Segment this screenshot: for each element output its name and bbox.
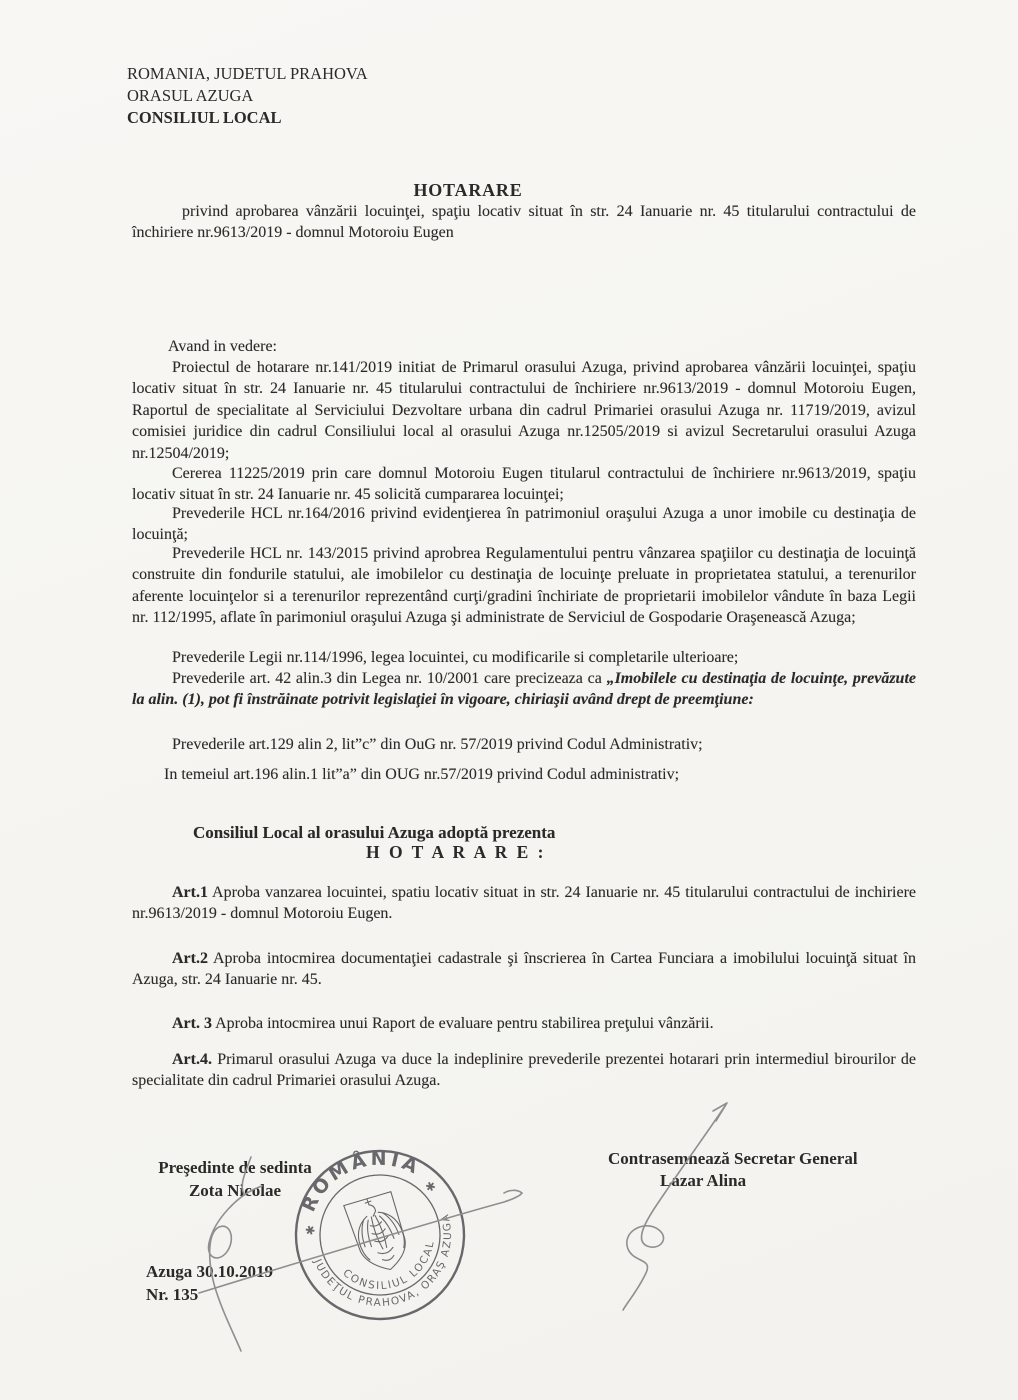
recital-request: Cererea 11225/2019 prin care domnul Motoroiu Eugen titularul contractului de închiriere nr.9613/2019, spaţiu locativ situat în str. 24 Ianuarie nr. 45 solicită cumpararea locuinţei; bbox=[132, 465, 916, 504]
article-1 bbox=[132, 882, 916, 925]
article-4 bbox=[132, 1049, 916, 1092]
letterhead bbox=[127, 63, 368, 128]
secretary-title: Contrasemnează Secretar General bbox=[608, 1149, 858, 1168]
recital-oug-57: Prevederile art.129 alin 2, lit”c” din OuG nr. 57/2019 privind Codul Administrativ; bbox=[172, 736, 703, 753]
recital-hcl-143: Prevederile HCL nr. 143/2015 privind aprobrea Regulamentului pentru vânzarea spaţiilor cu destinaţia de locuinţă construite din fondurile statului, ale imobilelor cu destinaţia de locuinţe preluate in proprietatea statului, a terenurilor aferente locuinţelor si a terenurilor reprezentând curţi/gradini închiriate de proprietarii imobilelor vândute în baza Legii nr. 112/1995, aflate în parimoniul oraşului Azuga şi administrate de Serviciul de Gospodarie Oraşenească Azuga; bbox=[132, 545, 916, 627]
article-3-text: Aproba intocmirea unui Raport de evaluare pentru stabilirea preţului vânzării. bbox=[211, 1015, 714, 1032]
stamp-council-text: CONSILIUL LOCAL bbox=[340, 1239, 437, 1293]
stamp-star-right: ✱ bbox=[423, 1178, 438, 1196]
article-2-label: Art.2 bbox=[172, 950, 208, 967]
secretary-name: Lazar Alina bbox=[660, 1171, 747, 1190]
article-2-text: Aproba intocmirea documentaţiei cadastrale şi înscrierea în Cartea Funciara a imobilului locuinţă situat în Azuga, str. 24 Ianuarie nr. 45. bbox=[132, 950, 916, 989]
president-title: Preşedinte de sedinta bbox=[158, 1158, 312, 1177]
letterhead-council: CONSILIUL LOCAL bbox=[127, 107, 282, 127]
place-date: Azuga 30.10.2019 bbox=[146, 1262, 274, 1281]
article-2 bbox=[132, 948, 916, 991]
article-1-label: Art.1 bbox=[172, 884, 208, 901]
adoption-clause: Consiliul Local al orasului Azuga adoptă prezenta bbox=[193, 823, 556, 842]
stamp-star-left: ✱ bbox=[303, 1222, 318, 1239]
recital-law-10 bbox=[132, 668, 916, 711]
document-title: HOTARARE bbox=[413, 180, 523, 200]
secretary-signature bbox=[623, 1103, 727, 1310]
article-3 bbox=[132, 1013, 916, 1034]
stamp-county-text: JUDEŢUL PRAHOVA, ORAŞ AZUGA bbox=[311, 1211, 455, 1310]
date-number-block bbox=[146, 1261, 273, 1306]
stamp-country-text: ROMÂNIA bbox=[297, 1147, 425, 1216]
svg-text:JUDEŢUL PRAHOVA, ORAŞ AZUGA bbox=[311, 1210, 470, 1325]
letterhead-county: ROMANIA, JUDETUL PRAHOVA bbox=[127, 64, 368, 83]
stamp-text-ring bbox=[290, 1145, 470, 1325]
document-subtitle: privind aprobarea vânzării locuinţei, spaţiu locativ situat în str. 24 Ianuarie nr. 45 titularului contractului de închiriere nr.9613/2019 - domnul Motoroiu Eugen bbox=[132, 203, 916, 242]
article-1-text: Aproba vanzarea locuintei, spatiu locativ situat in str. 24 Ianuarie nr. 45 titularului contractului de inchiriere nr.9613/2019 - domnul Motoroiu Eugen. bbox=[132, 884, 916, 923]
decision-number: Nr. 135 bbox=[146, 1284, 199, 1304]
article-4-text: Primarul orasului Azuga va duce la indeplinire prevederile prezentei hotarari prin intermediul birourilor de specialitate din cadrul Primariei orasului Azuga. bbox=[132, 1051, 916, 1090]
coat-of-arms-icon bbox=[344, 1189, 416, 1277]
president-name: Zota Nicolae bbox=[188, 1181, 282, 1200]
legal-basis: In temeiul art.196 alin.1 lit”a” din OUG nr.57/2019 privind Codul administrativ; bbox=[164, 766, 680, 783]
secretary-signature-block bbox=[608, 1148, 858, 1192]
letterhead-town: ORASUL AZUGA bbox=[127, 85, 254, 105]
recital-hcl-164: Prevederile HCL nr.164/2016 privind evidenţierea în patrimoniul oraşului Azuga a unor imobile cu destinaţia de locuinţă; bbox=[132, 505, 916, 544]
article-4-label: Art.4. bbox=[172, 1051, 212, 1068]
recital-project: Proiectul de hotarare nr.141/2019 initiat de Primarul orasului Azuga, privind aprobarea vânzării locuinţei, spaţiu locativ situat în str. 24 Ianuarie nr. 45 titularului contractului de închiriere nr.9613/2019 - domnul Motoroiu Eugen, Raportul de specialitate al Serviciului Dezvoltare urbana din cadrul Primariei orasului Azuga nr. 11719/2019, avizul comisiei juridice din cadrul Consiliului local al orasului Azuga nr.12505/2019 si avizul Secretarului orasului Azuga nr.12504/2019; bbox=[132, 359, 916, 462]
recital-law-10-quote: „Imobilele cu destinaţia de locuinţe, prevăzute la alin. (1), pot fi înstrăinate potrivit legislaţiei în vigoare, chiriaşii având drept de preemţiune: bbox=[132, 670, 917, 709]
council-stamp bbox=[290, 1145, 470, 1325]
preamble-heading: Avand in vedere: bbox=[168, 338, 277, 355]
enacting-heading: H O T A R A R E : bbox=[366, 842, 546, 862]
recital-law-114: Prevederile Legii nr.114/1996, legea locuintei, cu modificarile si completarile ulterioare; bbox=[172, 649, 739, 666]
recital-law-10-lead: Prevederile art. 42 alin.3 din Legea nr. 10/2001 care precizeaza ca bbox=[172, 670, 607, 687]
article-3-label: Art. 3 bbox=[172, 1015, 212, 1032]
